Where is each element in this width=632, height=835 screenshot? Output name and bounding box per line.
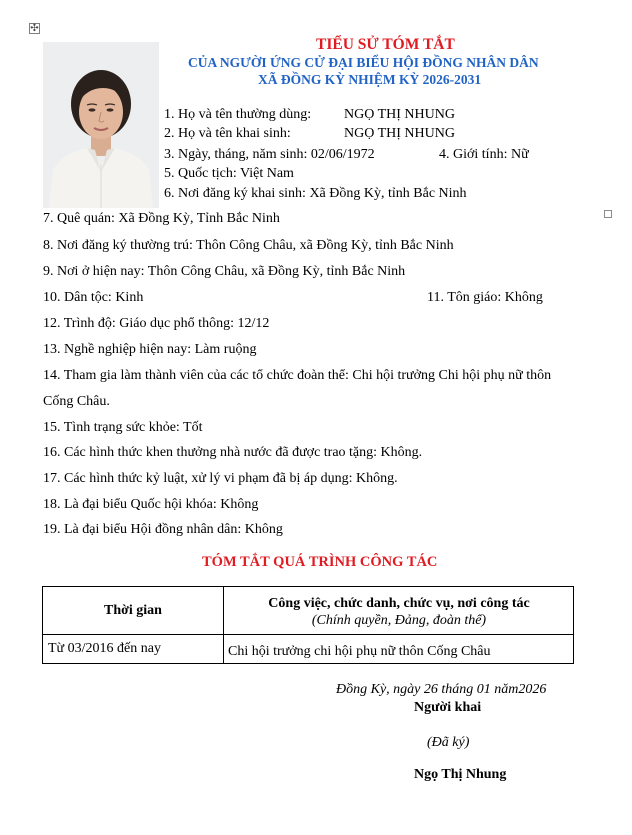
info-item-common-name-value: NGỌ THỊ NHUNG: [344, 107, 455, 122]
portrait-illustration: [43, 42, 159, 208]
info-item-ethnicity: 10. Dân tộc: Kinh: [43, 290, 144, 305]
info-item-peoples-council: 19. Là đại biểu Hội đồng nhân dân: Không: [43, 522, 283, 537]
work-history-title: TÓM TẮT QUÁ TRÌNH CÔNG TÁC: [202, 554, 438, 570]
info-item-birth-date: 3. Ngày, tháng, năm sinh: 02/06/1972: [164, 147, 375, 162]
info-item-hometown: 7. Quê quán: Xã Đồng Kỳ, Tỉnh Bắc Ninh: [43, 211, 280, 226]
info-item-birth-name-label: 2. Họ và tên khai sinh:: [164, 126, 291, 141]
signature-signed-note: (Đã ký): [427, 735, 470, 750]
document-subtitle-line2: XÃ ĐỒNG KỲ NHIỆM KỲ 2026-2031: [258, 72, 482, 87]
signature-name: Ngọ Thị Nhung: [414, 767, 507, 782]
signature-place-date: Đồng Kỳ, ngày 26 tháng 01 năm2026: [336, 682, 547, 697]
info-item-gender: 4. Giới tính: Nữ: [439, 147, 529, 162]
table-cell-work: Chi hội trưởng chi hội phụ nữ thôn Cống Châu: [228, 644, 491, 659]
table-header-time-label: Thời gian: [104, 602, 162, 618]
table-header-time: [43, 587, 223, 634]
table-row: [48, 640, 220, 658]
info-item-awards: 16. Các hình thức khen thưởng nhà nước đã được trao tặng: Không.: [43, 445, 423, 460]
info-item-permanent-residence: 8. Nơi đăng ký thường trú: Thôn Công Châu, xã Đồng Kỳ, tỉnh Bắc Ninh: [43, 238, 454, 253]
table-header-work-note: (Chính quyền, Đảng, đoàn thể): [311, 613, 487, 628]
table-cell-time: Từ 03/2016 đến nay: [48, 641, 161, 656]
table-row-divider: [43, 634, 573, 635]
info-item-education: 12. Trình độ: Giáo dục phổ thông: 12/12: [43, 316, 270, 331]
info-item-national-assembly: 18. Là đại biểu Quốc hội khóa: Không: [43, 497, 259, 512]
info-item-current-residence: 9. Nơi ở hiện nay: Thôn Công Châu, xã Đồng Kỳ, tỉnh Bắc Ninh: [43, 264, 406, 279]
work-history-table: [42, 586, 574, 664]
info-item-common-name-label: 1. Họ và tên thường dùng:: [164, 107, 312, 122]
info-item-occupation: 13. Nghề nghiệp hiện nay: Làm ruộng: [43, 342, 257, 357]
signature-role: Người khai: [414, 700, 482, 715]
table-move-handle-icon[interactable]: ✣: [30, 23, 39, 34]
document-title: TIỂU SỬ TÓM TẮT: [316, 36, 455, 53]
table-resize-handle-icon[interactable]: [604, 210, 612, 218]
info-item-nationality: 5. Quốc tịch: Việt Nam: [164, 166, 294, 181]
info-item-birth-registration: 6. Nơi đăng ký khai sinh: Xã Đồng Kỳ, tỉnh Bắc Ninh: [164, 186, 467, 201]
table-header-work-label: Công việc, chức danh, chức vụ, nơi công tác: [268, 596, 530, 611]
info-item-health: 15. Tình trạng sức khỏe: Tốt: [43, 420, 203, 435]
info-item-religion: 11. Tôn giáo: Không: [427, 290, 543, 305]
info-item-birth-name-value: NGỌ THỊ NHUNG: [344, 126, 455, 141]
table-row: [228, 643, 572, 661]
document-subtitle-line1: CỦA NGƯỜI ỨNG CỬ ĐẠI BIỂU HỘI ĐỒNG NHÂN DÂN: [188, 55, 539, 70]
info-item-organizations-line2: Cống Châu.: [43, 394, 110, 409]
info-item-organizations-line1: 14. Tham gia làm thành viên của các tổ chức đoàn thể: Chi hội trưởng Chi hội phụ nữ thôn: [43, 368, 552, 383]
table-header-work: [224, 587, 574, 634]
candidate-portrait-photo: [43, 42, 159, 208]
info-item-discipline: 17. Các hình thức kỷ luật, xử lý vi phạm đã bị áp dụng: Không.: [43, 471, 398, 486]
